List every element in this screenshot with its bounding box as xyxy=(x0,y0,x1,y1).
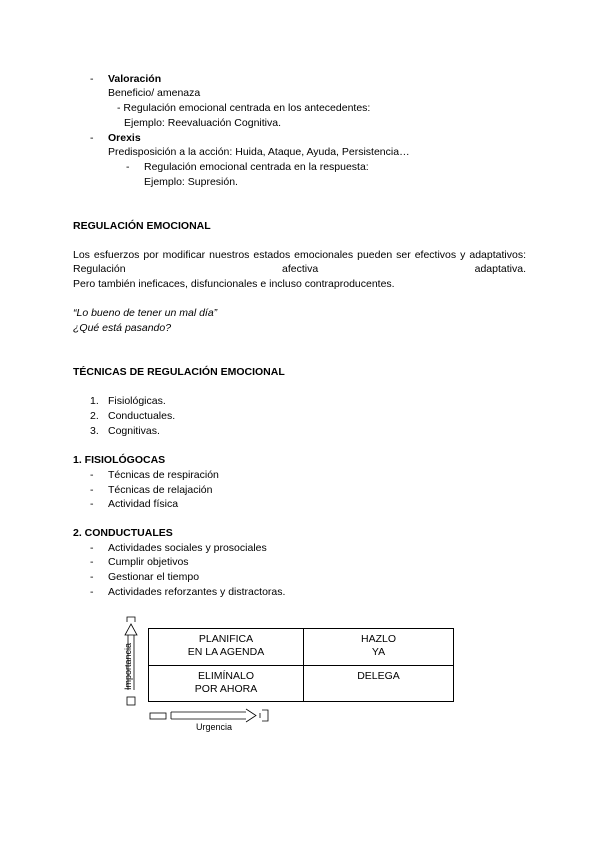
fisiologicas-item-3: Actividad física xyxy=(108,498,179,510)
conductuales-bullet-4: - xyxy=(90,586,94,598)
fisiologicas-bullet-2: - xyxy=(90,484,94,496)
tecnicas-num-2: 2. xyxy=(90,410,99,422)
y-axis-label: Importancia xyxy=(123,642,133,690)
orexis-line2: Regulación emocional centrada en la respuesta: xyxy=(144,161,369,173)
matrix-cell-delegate-line1: DELEGA xyxy=(357,669,400,682)
regulacion-quote: “Lo bueno de tener un mal día” xyxy=(73,307,218,319)
y-axis-base-box xyxy=(127,697,135,705)
tecnicas-num-1: 1. xyxy=(90,395,99,407)
orexis-bullet: - xyxy=(90,132,94,144)
tecnicas-heading: TÉCNICAS DE REGULACIÓN EMOCIONAL xyxy=(73,366,285,378)
fisiologicas-bullet-1: - xyxy=(90,469,94,481)
conductuales-heading: 2. CONDUCTUALES xyxy=(73,527,173,539)
matrix-cell-eliminate-line1: ELIMÍNALO xyxy=(197,669,255,682)
tecnicas-item-1: Fisiológicas. xyxy=(108,395,166,407)
fisiologicas-item-1: Técnicas de respiración xyxy=(108,469,219,481)
regulacion-paragraph2: Pero también ineficaces, disfuncionales e incluso contraproducentes. xyxy=(73,278,395,290)
conductuales-item-4: Actividades reforzantes y distractoras. xyxy=(108,586,286,598)
matrix-cell-plan-line1: PLANIFICA xyxy=(198,633,254,645)
orexis-line3: Ejemplo: Supresión. xyxy=(144,176,238,188)
conductuales-item-1: Actividades sociales y prosociales xyxy=(108,542,267,554)
conductuales-bullet-3: - xyxy=(90,571,94,583)
conductuales-item-2: Cumplir objetivos xyxy=(108,556,189,568)
valoracion-line2: - Regulación emocional centrada en los antecedentes: xyxy=(117,102,371,114)
fisiologicas-heading: 1. FISIOLÓGOCAS xyxy=(73,454,166,466)
matrix-cell-eliminate-line2: POR AHORA xyxy=(194,682,258,695)
x-axis-label: Urgencia xyxy=(196,722,233,732)
matrix-cell-plan-line2: EN LA AGENDA xyxy=(187,646,265,658)
orexis-line1: Predisposición a la acción: Huida, Ataque, Ayuda, Persistencia… xyxy=(108,146,410,158)
orexis-sub-bullet: - xyxy=(126,161,130,173)
regulacion-paragraph: Los esfuerzos por modificar nuestros estados emocionales pueden ser efectivos y adaptativos: Regulación afectiva adaptativa. xyxy=(73,249,526,275)
valoracion-line3: Ejemplo: Reevaluación Cognitiva. xyxy=(124,117,282,129)
y-axis-arrowhead xyxy=(125,624,137,635)
x-axis-shaft xyxy=(171,712,246,719)
regulacion-heading: REGULACIÓN EMOCIONAL xyxy=(73,220,211,232)
tecnicas-item-3: Cognitivas. xyxy=(108,425,160,437)
fisiologicas-item-2: Técnicas de relajación xyxy=(108,484,213,496)
orexis-title: Orexis xyxy=(108,132,141,144)
tecnicas-item-2: Conductuales. xyxy=(108,410,176,422)
conductuales-item-3: Gestionar el tiempo xyxy=(108,571,200,583)
regulacion-question: ¿Qué está pasando? xyxy=(73,322,172,334)
valoracion-line1: Beneficio/ amenaza xyxy=(108,87,201,99)
y-axis-arrow-tip-mark xyxy=(127,617,135,622)
tecnicas-num-3: 3. xyxy=(90,425,99,437)
valoracion-title: Valoración xyxy=(108,73,162,85)
conductuales-bullet-1: - xyxy=(90,542,94,554)
valoracion-bullet: - xyxy=(90,73,94,85)
matrix-cell-do-line1: HAZLO xyxy=(360,633,396,645)
fisiologicas-bullet-3: - xyxy=(90,498,94,510)
x-axis-base-box xyxy=(150,713,166,719)
x-axis-arrowhead xyxy=(246,709,256,722)
conductuales-bullet-2: - xyxy=(90,556,94,568)
matrix-cell-do-line2: YA xyxy=(371,646,386,658)
x-axis-arrow-tip-mark xyxy=(260,710,268,721)
